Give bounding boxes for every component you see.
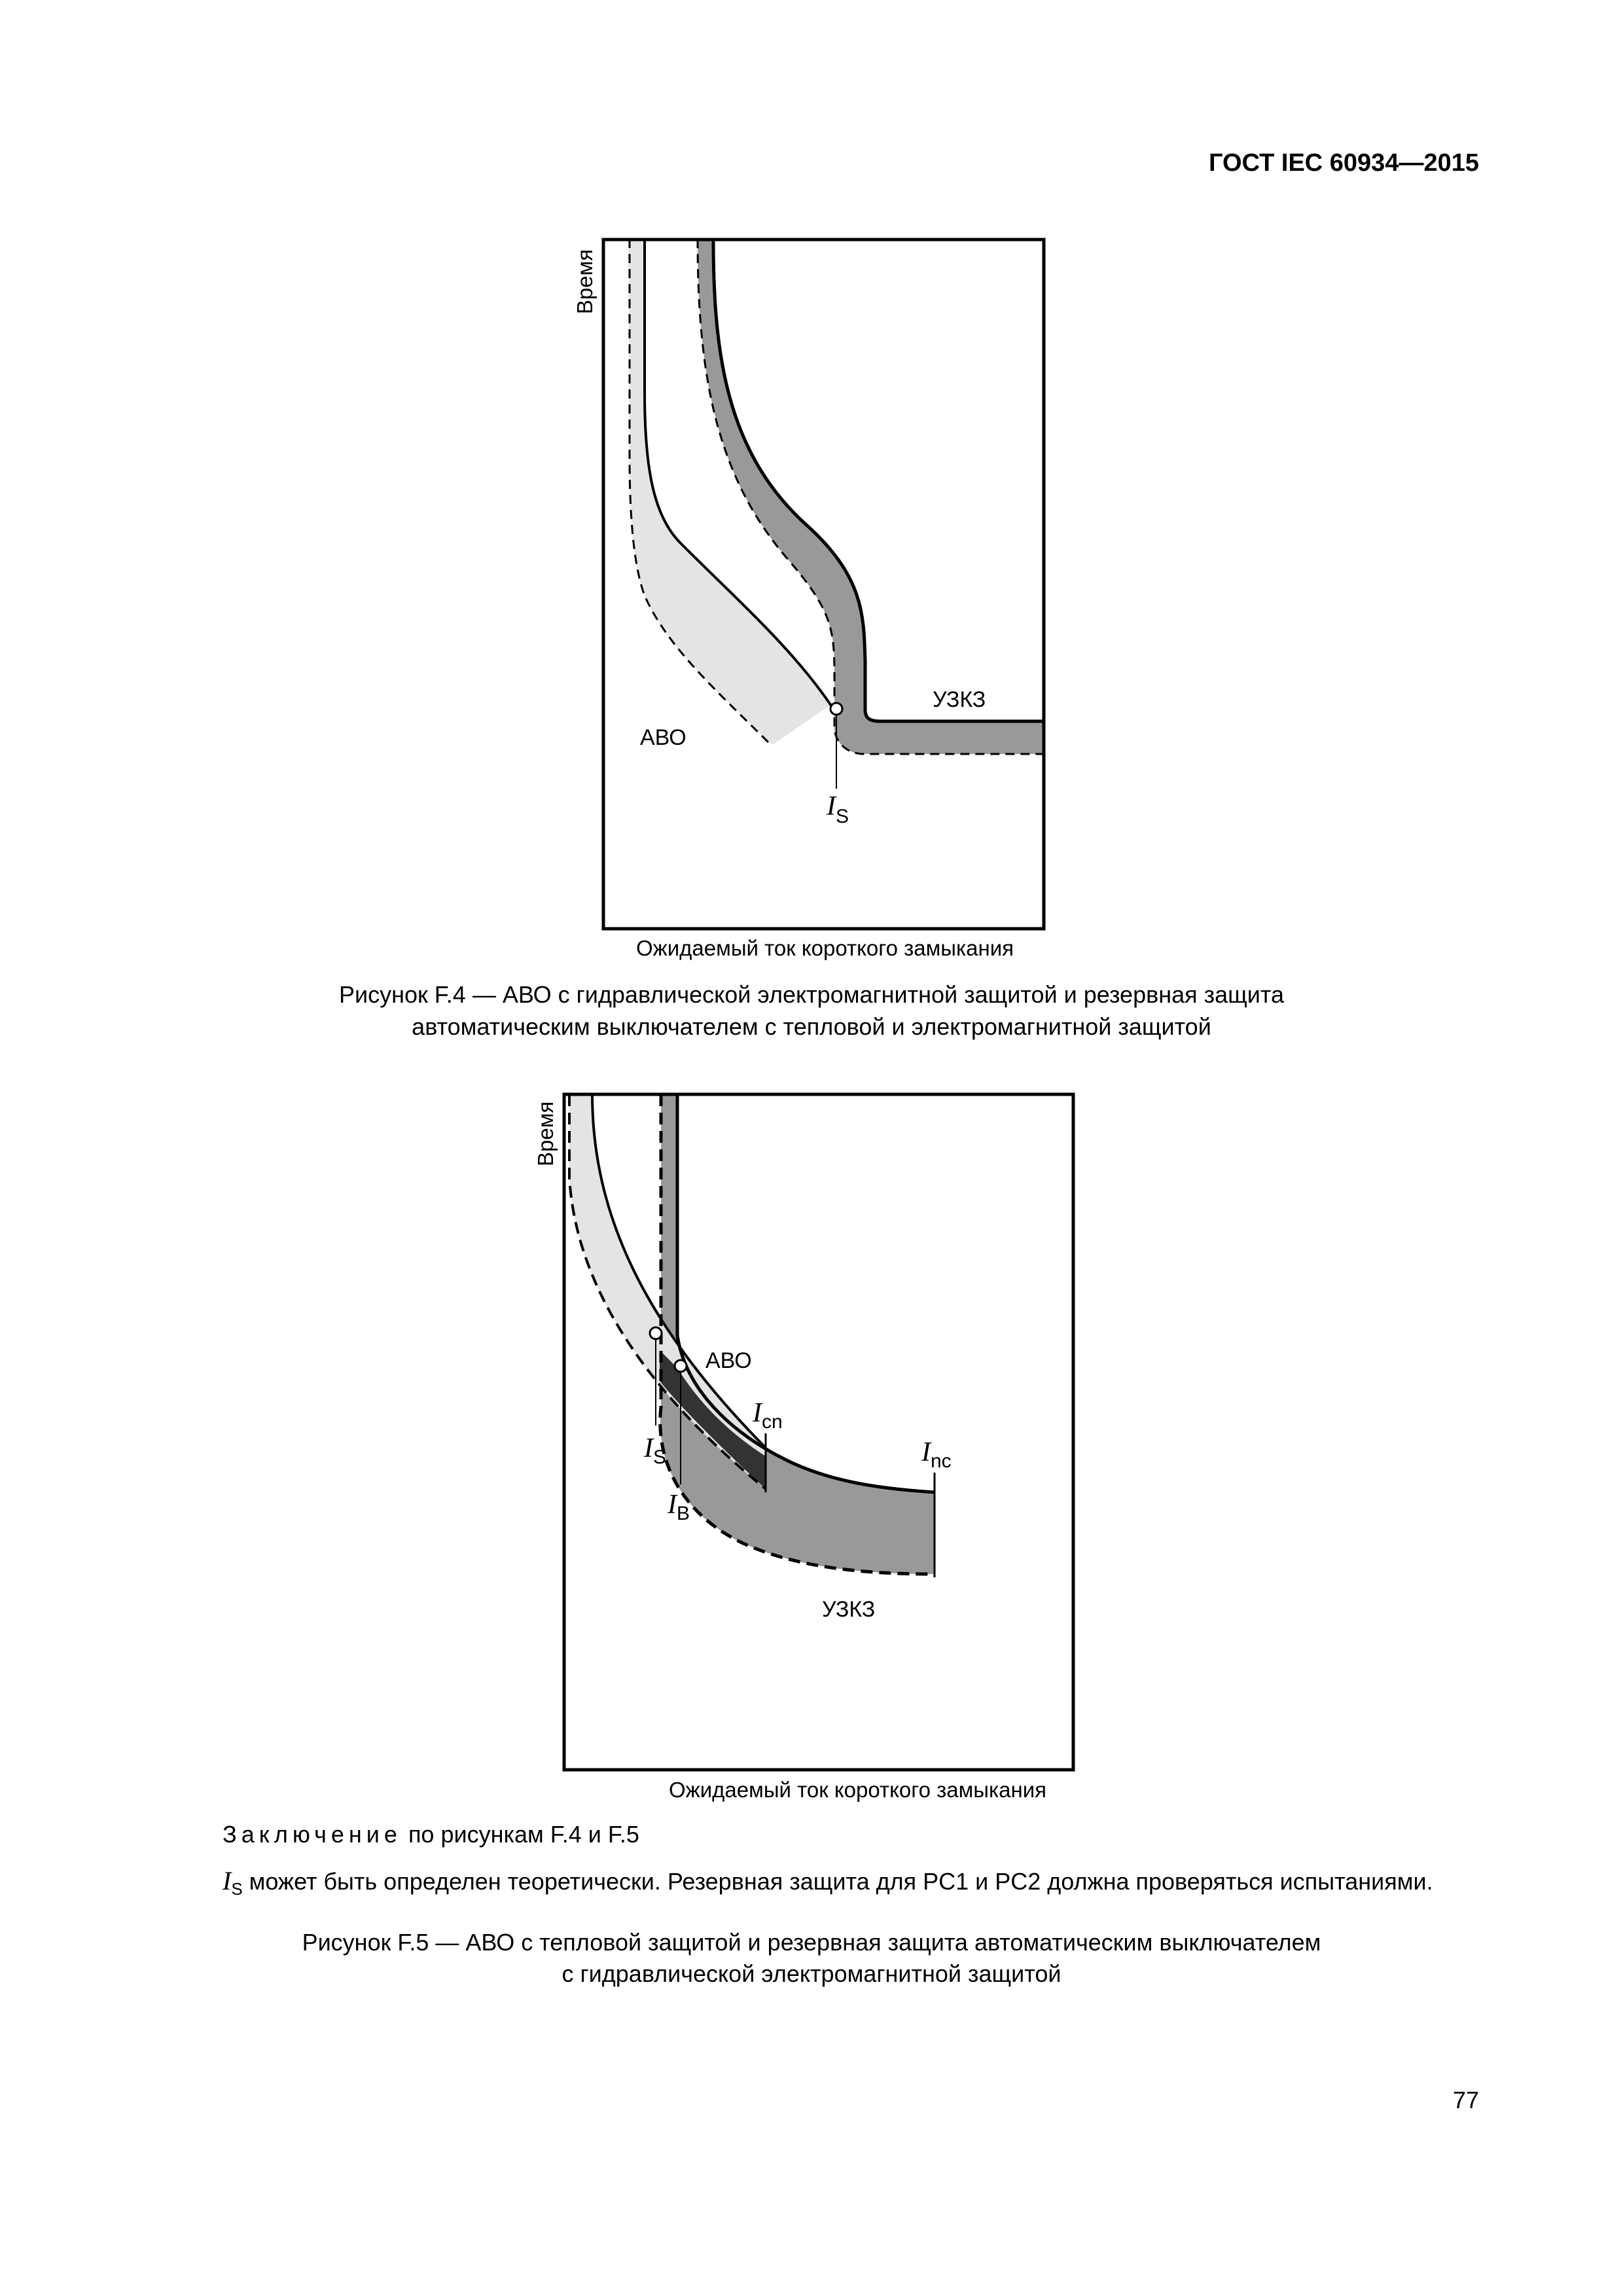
f4-y-axis-label: Время	[573, 249, 597, 314]
conclusion-heading: Заключение	[223, 1821, 402, 1848]
f4-x-axis-label: Ожидаемый ток короткого замыкания	[636, 936, 1014, 960]
f5-caption-line1: Рисунок F.5 — АВО с тепловой защитой и резервная защита автоматическим выключателем	[302, 1929, 1321, 1956]
f5-avo-label: АВО	[705, 1348, 752, 1373]
f5-y-axis-label: Время	[533, 1101, 558, 1166]
note-subscript: S	[231, 1879, 243, 1899]
conclusion-note	[223, 1865, 1433, 1899]
f5-uzkz-band	[660, 1094, 935, 1574]
f4-avo-label: АВО	[640, 725, 687, 750]
note-symbol: I	[223, 1866, 232, 1895]
f5-icn-label: $I_{cn}$	[753, 1398, 783, 1433]
page-number: 77	[1452, 2087, 1479, 2113]
f4-is-label: $I_S$	[827, 791, 849, 827]
conclusion-line	[223, 1821, 639, 1848]
document-header: ГОСТ IEC 60934—2015	[1209, 149, 1479, 177]
f4-caption-line2: автоматическим выключателем с тепловой и электромагнитной защитой	[412, 1013, 1211, 1040]
f4-uzkz-label: УЗКЗ	[933, 687, 986, 712]
f5-ib-label: $I_B$	[668, 1490, 690, 1524]
f5-caption-line2: с гидравлической электромагнитной защитой	[562, 1960, 1061, 1987]
f5-x-axis-label: Ожидаемый ток короткого замыкания	[669, 1778, 1047, 1802]
f5-plot-frame	[564, 1094, 1073, 1770]
f5-uzkz-label: УЗКЗ	[822, 1597, 876, 1622]
f5-inc-label: $I_{nc}$	[921, 1437, 952, 1472]
note-text: может быть определен теоретически. Резервная защита для PC1 и PC2 должна проверяться испытаниями.	[242, 1868, 1433, 1895]
conclusion-rest: по рисункам F.4 и F.5	[401, 1821, 639, 1848]
f4-caption-line1: Рисунок F.4 — АВО с гидравлической электромагнитной защитой и резервная защита	[339, 981, 1284, 1008]
f5-ib-point	[675, 1360, 687, 1372]
f5-is-label: $I_S$	[644, 1433, 667, 1468]
f5-is-point	[650, 1327, 662, 1339]
